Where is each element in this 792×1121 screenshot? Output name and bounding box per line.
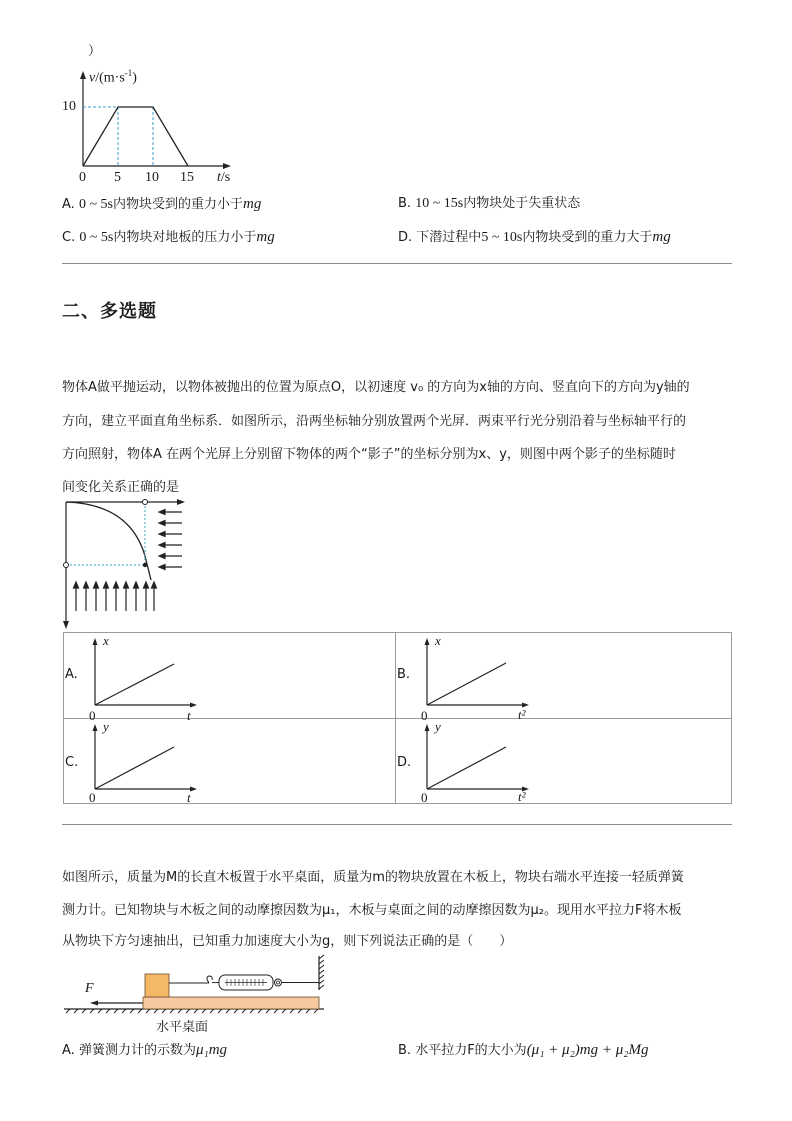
divider <box>62 824 732 825</box>
q1-option-b[interactable]: B. 10 ~ 15s内物块处于失重状态 <box>398 196 581 211</box>
section-title: 二、多选题 <box>62 301 157 322</box>
q2-option-d[interactable]: D. y 0 t² <box>396 719 731 803</box>
q2-text-line-2: 方向，建立平面直角坐标系．如图所示，沿两坐标轴分别放置两个光屏．两束平行光分别沿着与坐标轴平行的 <box>62 414 687 429</box>
q3-text-line-3: 从物块下方匀速抽出，已知重力加速度大小为g，则下列说法正确的是（ ） <box>62 934 513 949</box>
projectile-shadow-figure <box>60 496 190 632</box>
closing-paren: ） <box>88 44 102 59</box>
board-spring-scale-figure <box>62 954 327 1034</box>
x-tick-10: 10 <box>145 170 159 185</box>
q1-option-a[interactable]: A. 0 ~ 5s内物块受到的重力小于mg <box>62 196 262 212</box>
q3-text-line-1: 如图所示，质量为M的长直木板置于水平桌面，质量为m的物块放置在木板上，物块右端水平连接一轻质弹簧 <box>62 870 684 885</box>
q2-text-line-4: 间变化关系正确的是 <box>62 480 180 495</box>
x-tick-5: 5 <box>114 170 121 185</box>
q3-option-b[interactable]: B. 水平拉力F的大小为(μ₁ + μ₂)mg + μ₂Mg <box>398 1042 649 1058</box>
surface-label: 水平桌面 <box>156 1019 209 1034</box>
q3-text-line-2: 测力计。已知物块与木板之间的动摩擦因数为μ₁，木板与桌面之间的动摩擦因数为μ₂。现用水平拉力F将木板 <box>62 903 682 918</box>
force-label: F <box>85 981 94 996</box>
y-tick-10: 10 <box>62 99 76 114</box>
q1-option-d[interactable]: D. 下潜过程中5 ~ 10s内物块受到的重力大于mg <box>398 229 671 245</box>
q2-text-line-1: 物体A做平抛运动，以物体被抛出的位置为原点O，以初速度 v₀ 的方向为x轴的方向、竖直向下的方向为y轴的 <box>62 380 690 395</box>
q1-option-c[interactable]: C. 0 ~ 5s内物块对地板的压力小于mg <box>62 229 275 245</box>
q3-option-a[interactable]: A. 弹簧测力计的示数为μ₁mg <box>62 1042 228 1058</box>
q2-option-a[interactable]: A. x 0 t <box>64 633 395 718</box>
velocity-time-graph <box>62 66 242 190</box>
divider <box>62 263 732 264</box>
q2-option-b[interactable]: B. x 0 t² <box>396 633 731 718</box>
q2-text-line-3: 方向照射，物体A 在两个光屏上分别留下物体的两个“影子”的坐标分别为x、y，则图中两个影子的坐标随时 <box>62 447 676 462</box>
x-tick-0: 0 <box>79 170 86 185</box>
x-tick-15: 15 <box>180 170 194 185</box>
q2-option-c[interactable]: C. y 0 t <box>64 719 395 803</box>
y-axis-label: $v/(m\cdot s^{-1})$ <box>89 68 137 86</box>
q2-options-table <box>63 632 732 804</box>
x-axis-label: t/s <box>217 170 231 185</box>
